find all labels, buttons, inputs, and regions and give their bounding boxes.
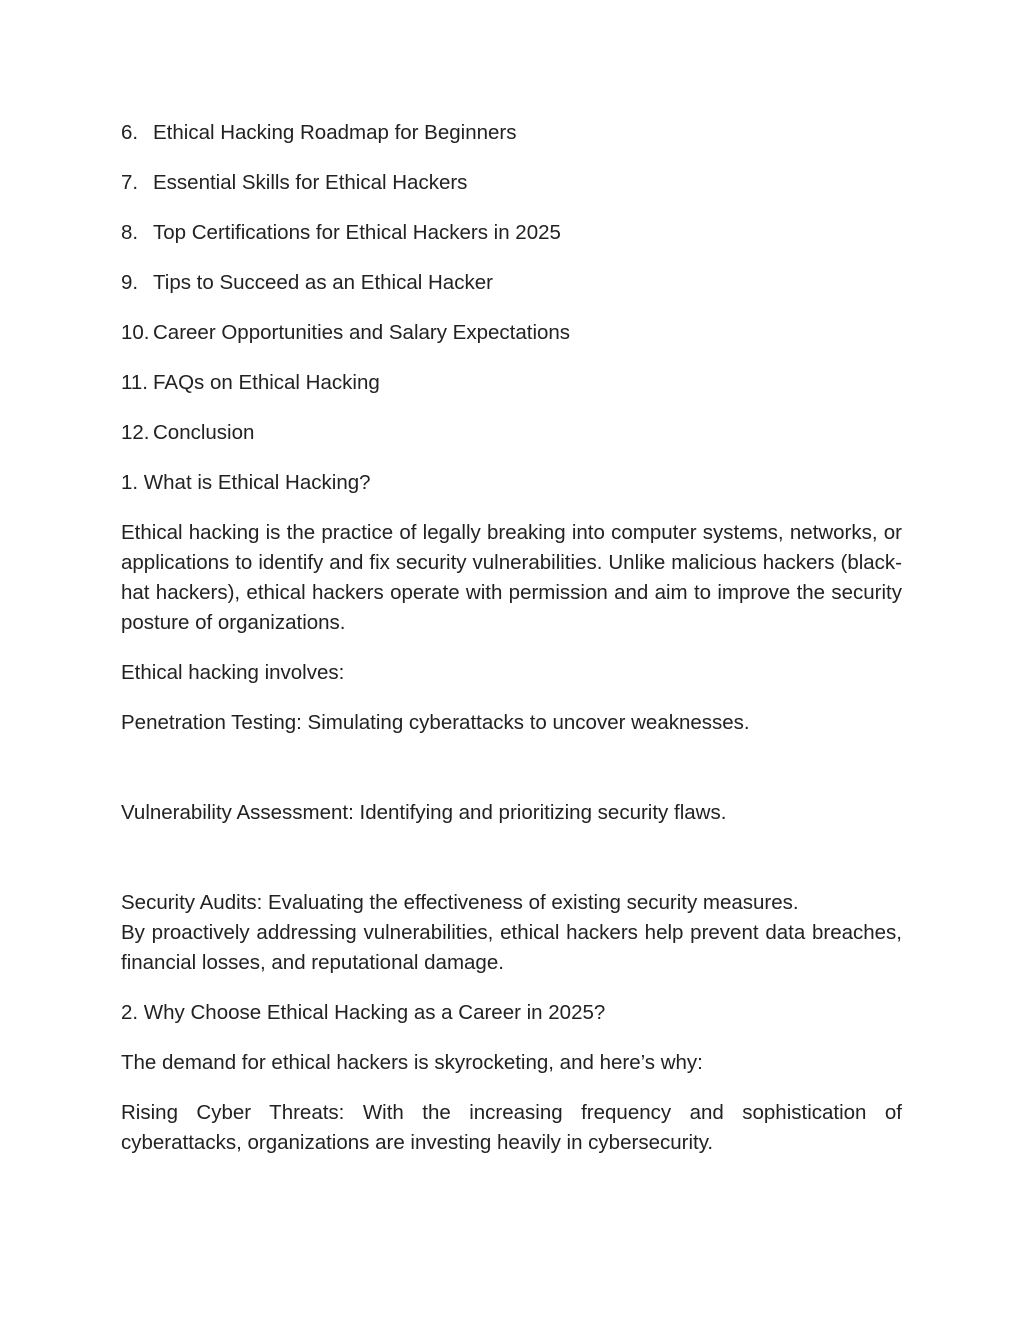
toc-number: 8. [121, 221, 139, 244]
toc-label: Essential Skills for Ethical Hackers [153, 171, 468, 194]
toc-item [121, 318, 902, 348]
list-item-security-audits: Security Audits: Evaluating the effectiveness of existing security measures. [121, 891, 799, 914]
section-intro-line: The demand for ethical hackers is skyrocketing, and here’s why: [121, 1051, 703, 1074]
section-summary-paragraph: By proactively addressing vulnerabilities, ethical hackers help prevent data breaches, financial losses, and reputational damage. [121, 921, 902, 974]
toc-item [121, 268, 902, 298]
section-heading: 2. Why Choose Ethical Hacking as a Career in 2025? [121, 1001, 606, 1024]
involves-label: Ethical hacking involves: [121, 661, 345, 684]
toc-item [121, 218, 902, 248]
toc-number: 12. [121, 421, 150, 444]
toc-number: 9. [121, 271, 139, 294]
toc-item [121, 368, 902, 398]
rising-threats-paragraph: Rising Cyber Threats: With the increasing frequency and sophistication of cyberattacks, organizations are investing heavily in cybersecurity. [121, 1101, 902, 1154]
toc-number: 10. [121, 321, 150, 344]
toc-number: 7. [121, 171, 139, 194]
list-item-penetration-testing: Penetration Testing: Simulating cyberattacks to uncover weaknesses. [121, 711, 750, 734]
toc-label: Conclusion [153, 421, 255, 444]
toc-label: Top Certifications for Ethical Hackers in 2025 [153, 221, 561, 244]
toc-label: Ethical Hacking Roadmap for Beginners [153, 121, 517, 144]
toc-label: Career Opportunities and Salary Expectations [153, 321, 571, 344]
toc-number: 11. [121, 371, 148, 394]
toc-label: Tips to Succeed as an Ethical Hacker [153, 271, 493, 294]
toc-label: FAQs on Ethical Hacking [153, 371, 380, 394]
toc-item [121, 418, 902, 448]
toc-number: 6. [121, 121, 139, 144]
toc-item [121, 118, 902, 148]
section-intro-paragraph: Ethical hacking is the practice of legally breaking into computer systems, networks, or applications to identify and fix security vulnerabilities. Unlike malicious hackers (black-hat hackers), ethical hackers operate with permission and aim to improve the security posture of organizations. [121, 521, 902, 634]
list-item-vulnerability-assessment: Vulnerability Assessment: Identifying and prioritizing security flaws. [121, 801, 727, 824]
section-heading: 1. What is Ethical Hacking? [121, 471, 371, 494]
toc-item [121, 168, 902, 198]
document-page [121, 118, 902, 1178]
